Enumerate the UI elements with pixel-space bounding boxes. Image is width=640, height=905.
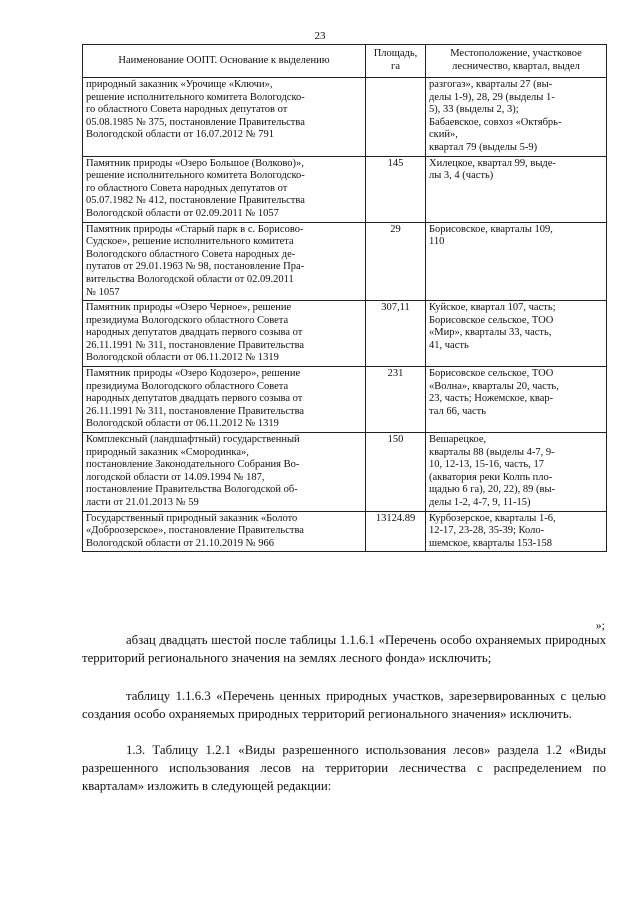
cell-location-line: «Мир», кварталы 33, часть, bbox=[429, 327, 552, 339]
header-area: Площадь, га bbox=[366, 45, 426, 78]
cell-name-line: вительства Вологодской области от 02.09.2011 bbox=[86, 273, 294, 285]
table-row bbox=[83, 433, 607, 512]
cell-area: 150 bbox=[366, 433, 426, 512]
cell-location-line: Хилецкое, квартал 99, выде- bbox=[429, 157, 556, 169]
cell-location-line: квартал 79 (выделы 5-9) bbox=[429, 141, 538, 153]
cell-name-line: Вологодской области от 06.11.2012 № 1319 bbox=[86, 352, 279, 364]
cell-name-line: Памятник природы «Озеро Кодозеро», решение bbox=[86, 368, 301, 380]
cell-name-line: логодской области от 14.09.1994 № 187, bbox=[86, 471, 265, 483]
table-header-row bbox=[83, 45, 607, 78]
cell-location-line: 12-17, 23-28, 35-39; Коло- bbox=[429, 525, 545, 537]
cell-name-line: Вологодского областного Совета народных де- bbox=[86, 248, 296, 260]
cell-name bbox=[83, 301, 366, 367]
closing-quote: »; bbox=[595, 618, 605, 632]
table-row bbox=[83, 301, 607, 367]
cell-name-line: Вологодской области от 21.10.2019 № 966 bbox=[86, 537, 274, 549]
cell-name-line: постановление Законодательного Собрания Во- bbox=[86, 459, 300, 471]
cell-location-line: Борисовское сельское, ТОО bbox=[429, 314, 554, 326]
cell-name-line: народных депутатов двадцать первого созыва от bbox=[86, 393, 303, 405]
cell-name-line: природный заказник «Урочище «Ключи», bbox=[86, 79, 273, 90]
cell-location bbox=[426, 433, 607, 512]
cell-name-line: Памятник природы «Озеро Большое (Волково)», bbox=[86, 157, 304, 169]
cell-location bbox=[426, 301, 607, 367]
cell-name-line: Комплексный (ландшафтный) государственный bbox=[86, 434, 300, 446]
cell-location bbox=[426, 156, 607, 222]
cell-name-line: Вологодской области от 16.07.2012 № 791 bbox=[86, 129, 274, 141]
cell-location-line: разгогаз», кварталы 27 (вы- bbox=[429, 79, 553, 90]
table-row bbox=[83, 78, 607, 157]
cell-name-line: Памятник природы «Озеро Черное», решение bbox=[86, 302, 292, 314]
cell-name-line: ласти от 21.01.2013 № 59 bbox=[86, 497, 199, 508]
cell-location-line: шемское, кварталы 153-158 bbox=[429, 537, 552, 549]
cell-area: 29 bbox=[366, 222, 426, 301]
paragraph-2: таблицу 1.1.6.3 «Перечень ценных природных участков, зарезервированных с целью создания особо охраняемых природных территорий регионального значения» исключить. bbox=[82, 689, 606, 721]
header-location: Местоположение, участковое лесничество, квартал, выдел bbox=[426, 45, 607, 78]
cell-name bbox=[83, 78, 366, 157]
cell-name-line: путатов от 29.01.1963 № 98, постановление Пра- bbox=[86, 261, 305, 273]
cell-name-line: президиума Вологодского областного Совета bbox=[86, 380, 289, 392]
cell-name-line: постановление Правительства Вологодской об- bbox=[86, 484, 298, 496]
cell-name-line: № 1057 bbox=[86, 286, 120, 298]
cell-location-line: 10, 12-13, 15-16, часть, 17 bbox=[429, 459, 544, 471]
cell-location-line: Борисовское, кварталы 109, bbox=[429, 223, 553, 235]
cell-name-line: 05.07.1982 № 412, постановление Правительства bbox=[86, 195, 305, 207]
cell-name-line: Судское», решение исполнительного комитета bbox=[86, 236, 294, 248]
cell-location bbox=[426, 222, 607, 301]
cell-name-line: президиума Вологодского областного Совета bbox=[86, 314, 289, 326]
cell-name-line: «Доброозерское», постановление Правительства bbox=[86, 525, 304, 537]
cell-name-line: Вологодской области от 02.09.2011 № 1057 bbox=[86, 207, 279, 219]
cell-location-line: кварталы 88 (выделы 4-7, 9- bbox=[429, 446, 555, 458]
cell-location-line: делы 1-2, 4-7, 9, 11-15) bbox=[429, 497, 531, 508]
cell-name-line: го областного Совета народных депутатов от bbox=[86, 182, 288, 194]
cell-location-line: «Волна», кварталы 20, часть, bbox=[429, 380, 559, 392]
cell-name-line: 26.11.1991 № 311, постановление Правительства bbox=[86, 339, 305, 351]
cell-location-line: щадью 6 га), 20, 22), 89 (вы- bbox=[429, 484, 556, 496]
cell-name-line: 05.08.1985 № 375, постановление Правительства bbox=[86, 116, 305, 128]
cell-name bbox=[83, 433, 366, 512]
cell-location bbox=[426, 367, 607, 433]
cell-name-line: народных депутатов двадцать первого созыва от bbox=[86, 327, 303, 339]
cell-location-line: Курбозерское, кварталы 1-6, bbox=[429, 512, 556, 524]
cell-location-line: (акватория реки Колпь пло- bbox=[429, 471, 553, 483]
cell-location bbox=[426, 78, 607, 157]
table-row bbox=[83, 222, 607, 301]
cell-location-line: Куйское, квартал 107, часть; bbox=[429, 302, 556, 314]
cell-location-line: тал 66, часть bbox=[429, 405, 487, 417]
paragraph-1: абзац двадцать шестой после таблицы 1.1.6.1 «Перечень особо охраняемых природных территорий регионального значения на землях лесного фонда» исключить; bbox=[82, 633, 606, 665]
cell-area: 307,11 bbox=[366, 301, 426, 367]
cell-location-line: делы 1-9), 28, 29 (выделы 1- bbox=[429, 91, 555, 103]
cell-location-line: Бабаевское, совхоз «Октябрь- bbox=[429, 116, 562, 128]
cell-area bbox=[366, 78, 426, 157]
paragraph-3: 1.3. Таблицу 1.2.1 «Виды разрешенного использования лесов» раздела 1.2 «Виды разрешенного использования лесов на территории лесничества с распределением по кварталам» изложить в следующей редакции: bbox=[82, 743, 606, 793]
cell-location-line: Вешарецкое, bbox=[429, 434, 487, 446]
cell-location-line: лы 3, 4 (часть) bbox=[429, 170, 494, 182]
cell-location bbox=[426, 511, 607, 552]
cell-name-line: природный заказник «Смородинка», bbox=[86, 446, 249, 458]
cell-name-line: 26.11.1991 № 311, постановление Правительства bbox=[86, 405, 305, 417]
cell-area: 231 bbox=[366, 367, 426, 433]
cell-name-line: Государственный природный заказник «Болото bbox=[86, 512, 298, 524]
header-name: Наименование ООПТ. Основание к выделению bbox=[83, 45, 366, 78]
protected-areas-table bbox=[82, 44, 607, 552]
page-number: 23 bbox=[314, 30, 326, 42]
cell-location-line: 5), 33 (выделы 2, 3); bbox=[429, 104, 519, 116]
cell-name-line: го областного Совета народных депутатов от bbox=[86, 104, 288, 116]
cell-name-line: решение исполнительного комитета Вологодско- bbox=[86, 170, 305, 182]
cell-name bbox=[83, 156, 366, 222]
cell-location-line: ский», bbox=[429, 129, 458, 141]
cell-name bbox=[83, 367, 366, 433]
cell-area: 13124.89 bbox=[366, 511, 426, 552]
cell-location-line: Борисовское сельское, ТОО bbox=[429, 368, 554, 380]
cell-name-line: Памятник природы «Старый парк в с. Борисово- bbox=[86, 223, 304, 235]
cell-location-line: 110 bbox=[429, 236, 445, 248]
cell-location-line: 23, часть; Ножемское, квар- bbox=[429, 393, 554, 405]
cell-area: 145 bbox=[366, 156, 426, 222]
table-row bbox=[83, 367, 607, 433]
cell-name-line: решение исполнительного комитета Вологодско- bbox=[86, 91, 305, 103]
cell-name bbox=[83, 511, 366, 552]
cell-name bbox=[83, 222, 366, 301]
table-row bbox=[83, 511, 607, 552]
cell-location-line: 41, часть bbox=[429, 339, 469, 351]
cell-name-line: Вологодской области от 06.11.2012 № 1319 bbox=[86, 418, 279, 430]
table-row bbox=[83, 156, 607, 222]
